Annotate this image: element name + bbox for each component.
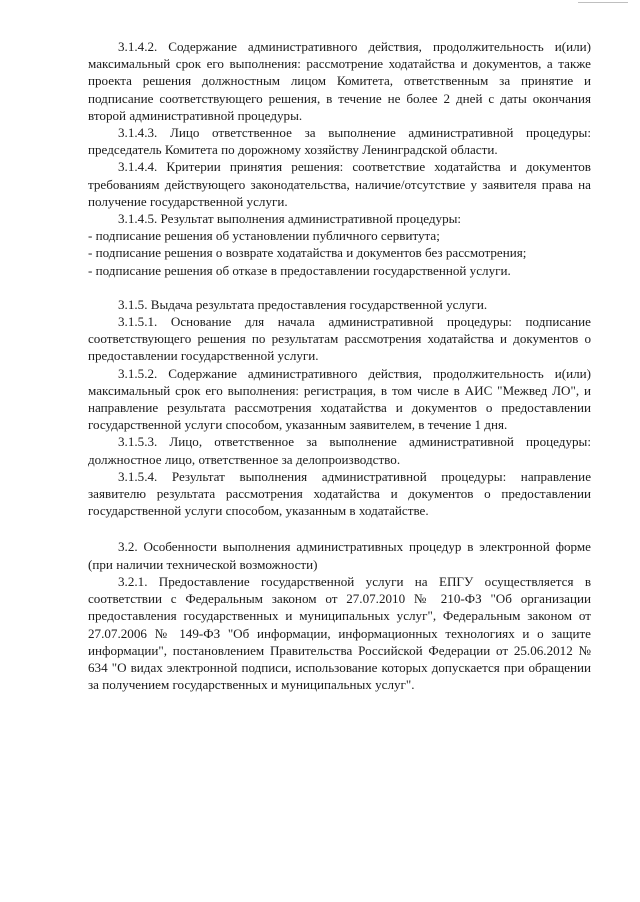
paragraph-3-1-5-1: 3.1.5.1. Основание для начала административной процедуры: подписание соответствующего решения по результатам рассмотрения ходатайства и документов о предоставлении государственной услуги. <box>88 314 591 364</box>
scan-edge-mark <box>578 2 628 3</box>
section-heading-3-2: 3.2. Особенности выполнения административных процедур в электронной форме (при наличии технической возможности) <box>88 539 591 572</box>
paragraph-3-1-5-4: 3.1.5.4. Результат выполнения административной процедуры: направление заявителю результата рассмотрения ходатайства и документов о предоставлении государственной услуги способом, указанным в ходатайстве. <box>88 468 591 519</box>
document-body <box>88 38 591 693</box>
paragraph-3-1-4-5: 3.1.4.5. Результат выполнения административной процедуры: <box>118 211 462 227</box>
paragraph-3-1-4-2: 3.1.4.2. Содержание административного действия, продолжительность и(или) максимальный срок его выполнения: рассмотрение ходатайства и документов, а также проекта решения должностным лицом Комитета, ответственным за принятие и подписание соответствующего решения, в течение не более 2 дней с даты окончания второй административной процедуры. <box>88 39 591 123</box>
section-heading-3-1-5: 3.1.5. Выдача результата предоставления государственной услуги. <box>118 296 488 312</box>
list-item-return: - подписание решения о возврате ходатайства и документов без рассмотрения; <box>88 245 527 261</box>
paragraph-3-1-4-3: 3.1.4.3. Лицо ответственное за выполнение административной процедуры: председатель Комитета по дорожному хозяйству Ленинградской области. <box>88 125 591 158</box>
list-item-refusal: - подписание решения об отказе в предоставлении государственной услуги. <box>88 262 511 278</box>
paragraph-3-1-4-4: 3.1.4.4. Критерии принятия решения: соответствие ходатайства и документов требованиям действующего законодательства, наличие/отсутствие у заявителя права на получение государственной услуги. <box>88 159 591 209</box>
paragraph-3-1-5-2: 3.1.5.2. Содержание административного действия, продолжительность и(или) максимальный срок его выполнения: регистрация, в том числе в АИС "Межвед ЛО", и направление результата рассмотрения ходатайства и документов о предоставлении государственной услуги способом, указанным заявителем, в течение 1 дня. <box>88 365 591 433</box>
section-spacer <box>88 519 591 538</box>
list-item-servitude: - подписание решения об установлении публичного сервитута; <box>88 228 440 244</box>
paragraph-3-1-5-3: 3.1.5.3. Лицо, ответственное за выполнение административной процедуры: должностное лицо, ответственное за делопроизводство. <box>88 434 591 467</box>
section-spacer <box>88 279 591 296</box>
paragraph-3-2-1: 3.2.1. Предоставление государственной услуги на ЕПГУ осуществляется в соответствии с Федеральным законом от 27.07.2010 № 210-ФЗ "Об организации предоставления государственных и муниципальных услуг", Федеральным законом от 27.07.2006 № 149-ФЗ "Об информации, информационных технологиях и о защите информации", постановлением Правительства Российской Федерации от 25.06.2012 № 634 "О видах электронной подписи, использование которых допускается при обращении за получением государственных и муниципальных услуг". <box>88 573 591 693</box>
